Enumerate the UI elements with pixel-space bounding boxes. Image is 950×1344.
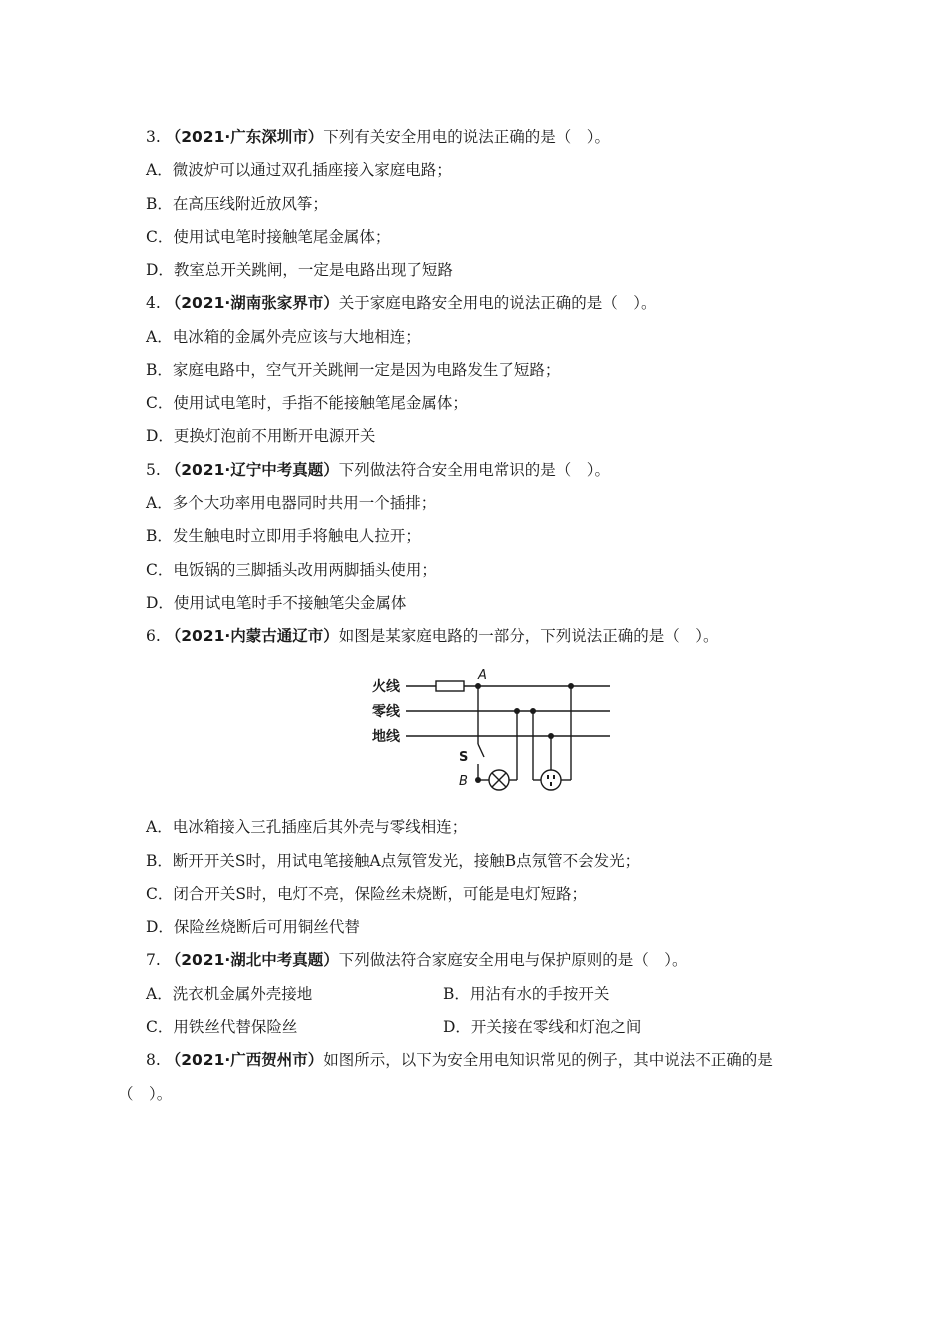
question-5-option-c: C．电饭锅的三脚插头改用两脚插头使用； xyxy=(146,561,437,579)
question-5-option-a: A．多个大功率用电器同时共用一个插排； xyxy=(146,494,437,512)
question-3-option-d: D．教室总开关跳闸，一定是电路出现了短路 xyxy=(146,261,453,279)
question-source: （2021·广东深圳市） xyxy=(165,128,324,146)
question-7-option-a: A．洗衣机金属外壳接地 xyxy=(146,985,313,1003)
question-source: （2021·湖北中考真题） xyxy=(165,951,339,969)
question-7-stem: 7. （2021·湖北中考真题）下列做法符合家庭安全用电与保护原则的是（ ）。 xyxy=(146,951,688,969)
question-8-stem-continued: （ ）。 xyxy=(118,1085,173,1103)
point-b-label: B xyxy=(459,774,468,789)
circuit-diagram xyxy=(370,664,615,796)
question-source: （2021·内蒙古通辽市） xyxy=(165,627,339,645)
question-source: （2021·广西贺州市） xyxy=(165,1051,324,1069)
question-7-option-b: B．用沾有水的手按开关 xyxy=(443,985,610,1003)
question-8-stem: 8. （2021·广西贺州市）如图所示，以下为安全用电知识常见的例子，其中说法不正确的是 xyxy=(146,1051,773,1069)
question-6-option-c: C．闭合开关S时，电灯不亮，保险丝未烧断，可能是电灯短路； xyxy=(146,885,587,903)
question-6-option-b: B．断开开关S时，用试电笔接触A点氖管发光，接触B点氖管不会发光； xyxy=(146,852,641,870)
socket-icon xyxy=(541,770,561,790)
question-3-option-b: B．在高压线附近放风筝； xyxy=(146,195,328,213)
question-5-option-b: B．发生触电时立即用手将触电人拉开； xyxy=(146,527,421,545)
question-4-option-c: C．使用试电笔时，手指不能接触笔尾金属体； xyxy=(146,394,468,412)
question-source: （2021·辽宁中考真题） xyxy=(165,461,339,479)
question-7-option-d: D．开关接在零线和灯泡之间 xyxy=(443,1018,642,1036)
question-5-stem: 5. （2021·辽宁中考真题）下列做法符合安全用电常识的是（ ）。 xyxy=(146,461,611,479)
question-3-option-c: C．使用试电笔时接触笔尾金属体； xyxy=(146,228,391,246)
point-a-label: A xyxy=(478,668,487,683)
question-6-option-d: D．保险丝烧断后可用铜丝代替 xyxy=(146,918,360,936)
question-3-option-a: A．微波炉可以通过双孔插座接入家庭电路； xyxy=(146,161,452,179)
circuit-svg xyxy=(370,664,615,796)
live-label: 火线 xyxy=(372,679,400,695)
question-6-stem: 6. （2021·内蒙古通辽市）如图是某家庭电路的一部分，下列说法正确的是（ ）。 xyxy=(146,627,719,645)
switch-s-icon xyxy=(478,744,484,757)
switch-label: S xyxy=(459,750,469,765)
question-source: （2021·湖南张家界市） xyxy=(165,294,339,312)
question-4-option-d: D．更换灯泡前不用断开电源开关 xyxy=(146,427,376,445)
question-4-stem: 4. （2021·湖南张家界市）关于家庭电路安全用电的说法正确的是（ ）。 xyxy=(146,294,657,312)
question-7-option-c: C．用铁丝代替保险丝 xyxy=(146,1018,298,1036)
fuse-icon xyxy=(436,681,464,691)
question-4-option-a: A．电冰箱的金属外壳应该与大地相连； xyxy=(146,328,421,346)
question-5-option-d: D．使用试电笔时手不接触笔尖金属体 xyxy=(146,594,407,612)
junction-a xyxy=(475,683,481,689)
question-4-option-b: B．家庭电路中，空气开关跳闸一定是因为电路发生了短路； xyxy=(146,361,561,379)
neutral-label: 零线 xyxy=(372,704,400,720)
junction-b xyxy=(475,777,481,783)
ground-label: 地线 xyxy=(372,729,400,745)
question-3-stem: 3. （2021·广东深圳市）下列有关安全用电的说法正确的是（ ）。 xyxy=(146,128,611,146)
question-6-option-a: A．电冰箱接入三孔插座后其外壳与零线相连； xyxy=(146,818,468,836)
